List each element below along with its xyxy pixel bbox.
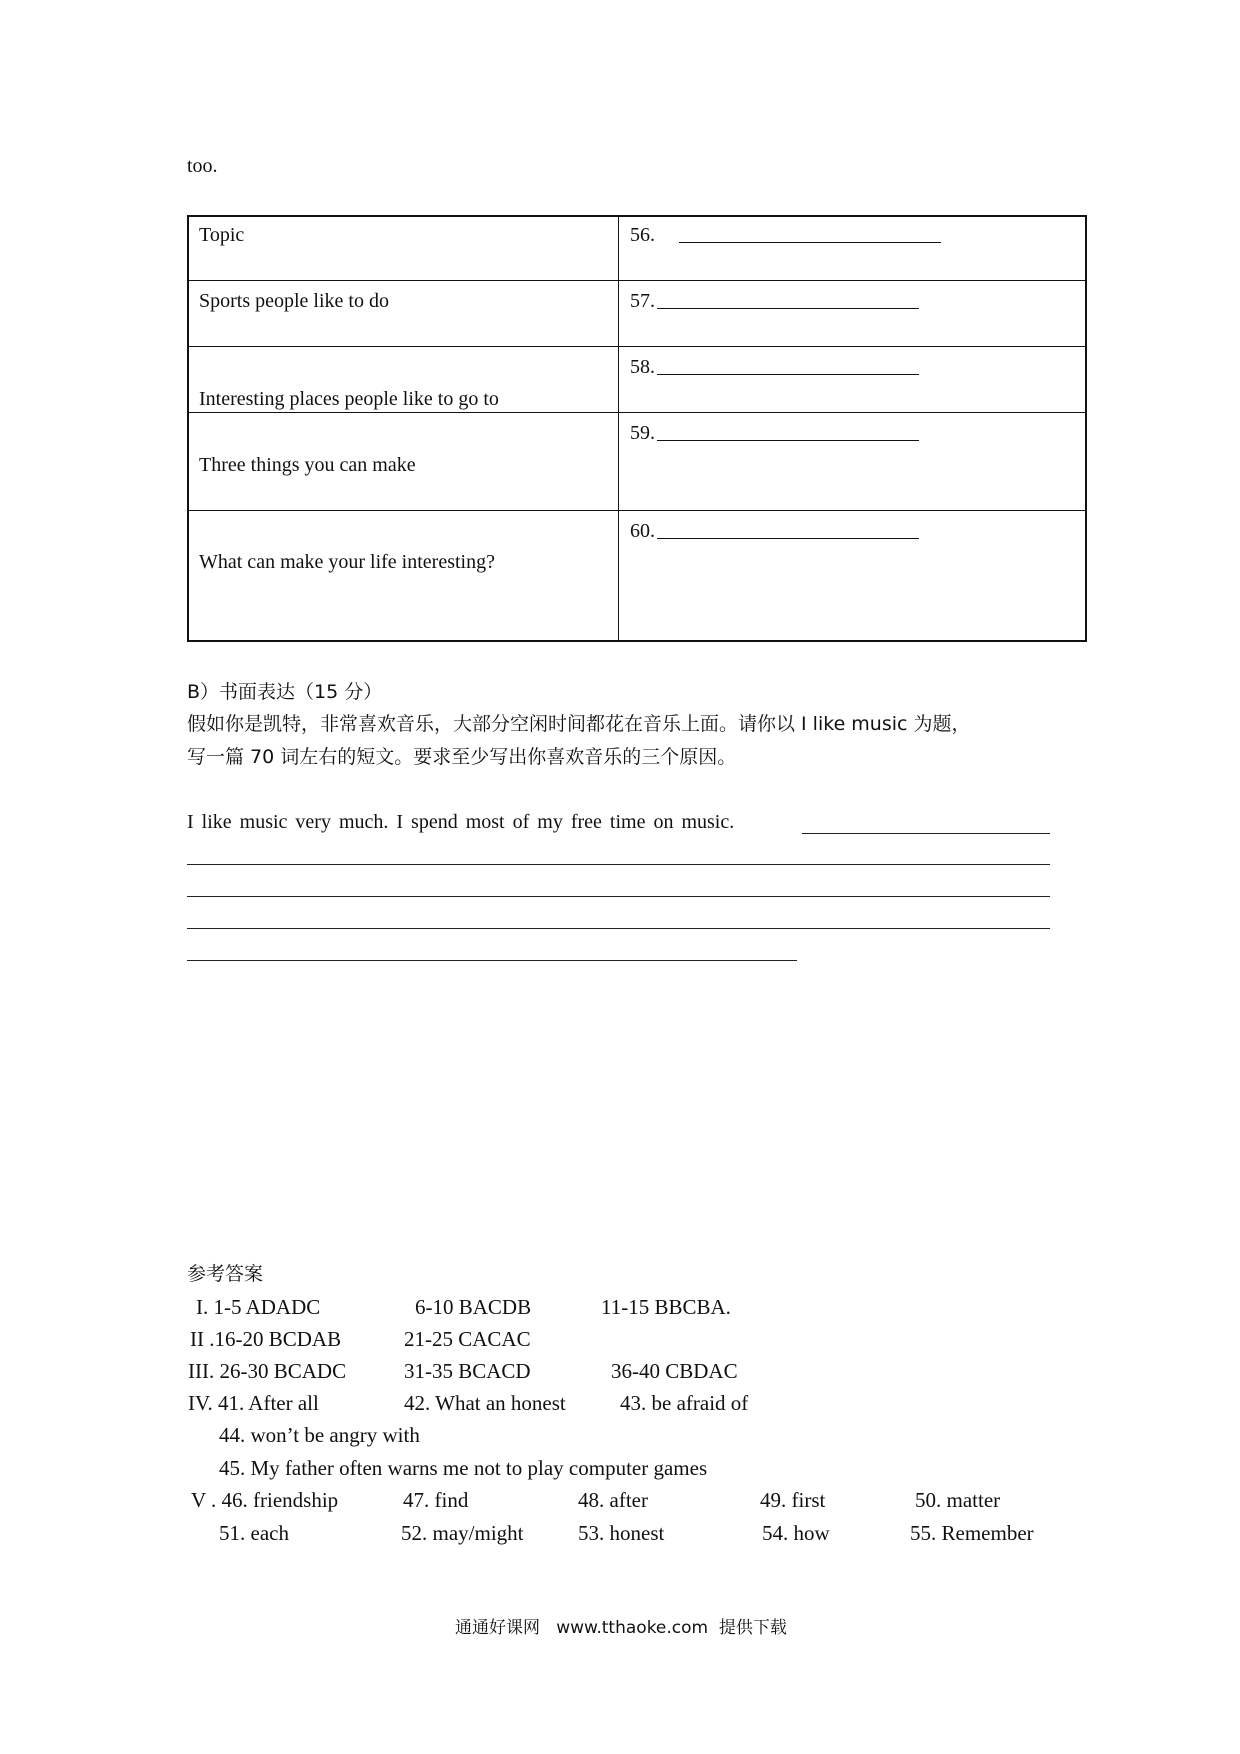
table-answer-cell xyxy=(630,519,919,543)
answer-blank-60[interactable] xyxy=(657,538,919,539)
table-row-divider xyxy=(189,346,1085,347)
answer-item: 43. be afraid of xyxy=(620,1391,749,1415)
table-row-label: Sports people like to do xyxy=(199,290,389,312)
writing-line[interactable] xyxy=(187,928,1050,929)
table-row-label: What can make your life interesting? xyxy=(199,551,495,573)
instruction-text: 假如你是凯特，非常喜欢音乐，大部分空闲时间都花在音乐上面。请你以 I like music 为题， xyxy=(187,713,971,735)
table-row-divider xyxy=(189,280,1085,281)
answer-item: 42. What an honest xyxy=(404,1391,566,1415)
question-number: 57. xyxy=(630,290,655,312)
table-answer-cell xyxy=(630,355,919,379)
writing-line[interactable] xyxy=(187,864,1050,865)
question-number: 58. xyxy=(630,356,655,378)
page-footer: 通通好课网 www.tthaoke.com 提供下载 xyxy=(455,1618,787,1638)
essay-starter: I like music very much. I spend most of my free time on music. xyxy=(187,811,735,833)
answer-item: 54. how xyxy=(762,1521,830,1545)
answer-item: 53. honest xyxy=(578,1521,665,1545)
answer-item: 31-35 BCACD xyxy=(404,1359,531,1383)
answer-item: 44. won’t be angry with xyxy=(219,1423,420,1447)
answer-item: 55. Remember xyxy=(910,1521,1034,1545)
answer-item: 47. find xyxy=(403,1488,469,1512)
table-row-label: Three things you can make xyxy=(199,454,416,476)
table-row-divider xyxy=(189,412,1085,413)
answer-item: IV. 41. After all xyxy=(188,1391,319,1415)
answer-item: 45. My father often warns me not to play computer games xyxy=(219,1456,708,1480)
table-row-label: Interesting places people like to go to xyxy=(199,388,499,410)
question-number: 59. xyxy=(630,422,655,444)
answer-blank-57[interactable] xyxy=(657,308,919,309)
instruction-text: 写一篇 70 词左右的短文。要求至少写出你喜欢音乐的三个原因。 xyxy=(187,746,737,768)
answer-item: 49. first xyxy=(760,1488,826,1512)
answer-blank-56[interactable] xyxy=(679,242,941,243)
writing-line[interactable] xyxy=(187,960,797,961)
answer-item: V . 46. friendship xyxy=(191,1488,339,1512)
table-answer-cell xyxy=(630,421,919,445)
answer-blank-58[interactable] xyxy=(657,374,919,375)
answer-item: III. 26-30 BCADC xyxy=(188,1359,347,1383)
answer-item: 51. each xyxy=(219,1521,289,1545)
answer-key-heading: 参考答案 xyxy=(187,1263,264,1285)
table-row-label: Topic xyxy=(199,224,245,246)
table-answer-cell xyxy=(630,289,919,313)
writing-line[interactable] xyxy=(802,833,1050,834)
question-number: 56. xyxy=(630,224,655,246)
answer-item: 11-15 BBCBA. xyxy=(601,1295,731,1319)
table-row-divider xyxy=(189,510,1085,511)
answer-item: 48. after xyxy=(578,1488,648,1512)
fragment-text: too. xyxy=(187,155,218,177)
answer-item: 52. may/might xyxy=(401,1521,524,1545)
question-number: 60. xyxy=(630,520,655,542)
answer-table xyxy=(187,215,1087,642)
answer-item: I. 1-5 ADADC xyxy=(196,1295,321,1319)
section-heading: B）书面表达（15 分） xyxy=(187,681,383,703)
answer-item: II .16-20 BCDAB xyxy=(190,1327,342,1351)
answer-item: 6-10 BACDB xyxy=(415,1295,532,1319)
table-answer-cell xyxy=(630,223,941,247)
answer-item: 21-25 CACAC xyxy=(404,1327,531,1351)
answer-item: 36-40 CBDAC xyxy=(611,1359,738,1383)
answer-blank-59[interactable] xyxy=(657,440,919,441)
writing-line[interactable] xyxy=(187,896,1050,897)
answer-item: 50. matter xyxy=(915,1488,1001,1512)
